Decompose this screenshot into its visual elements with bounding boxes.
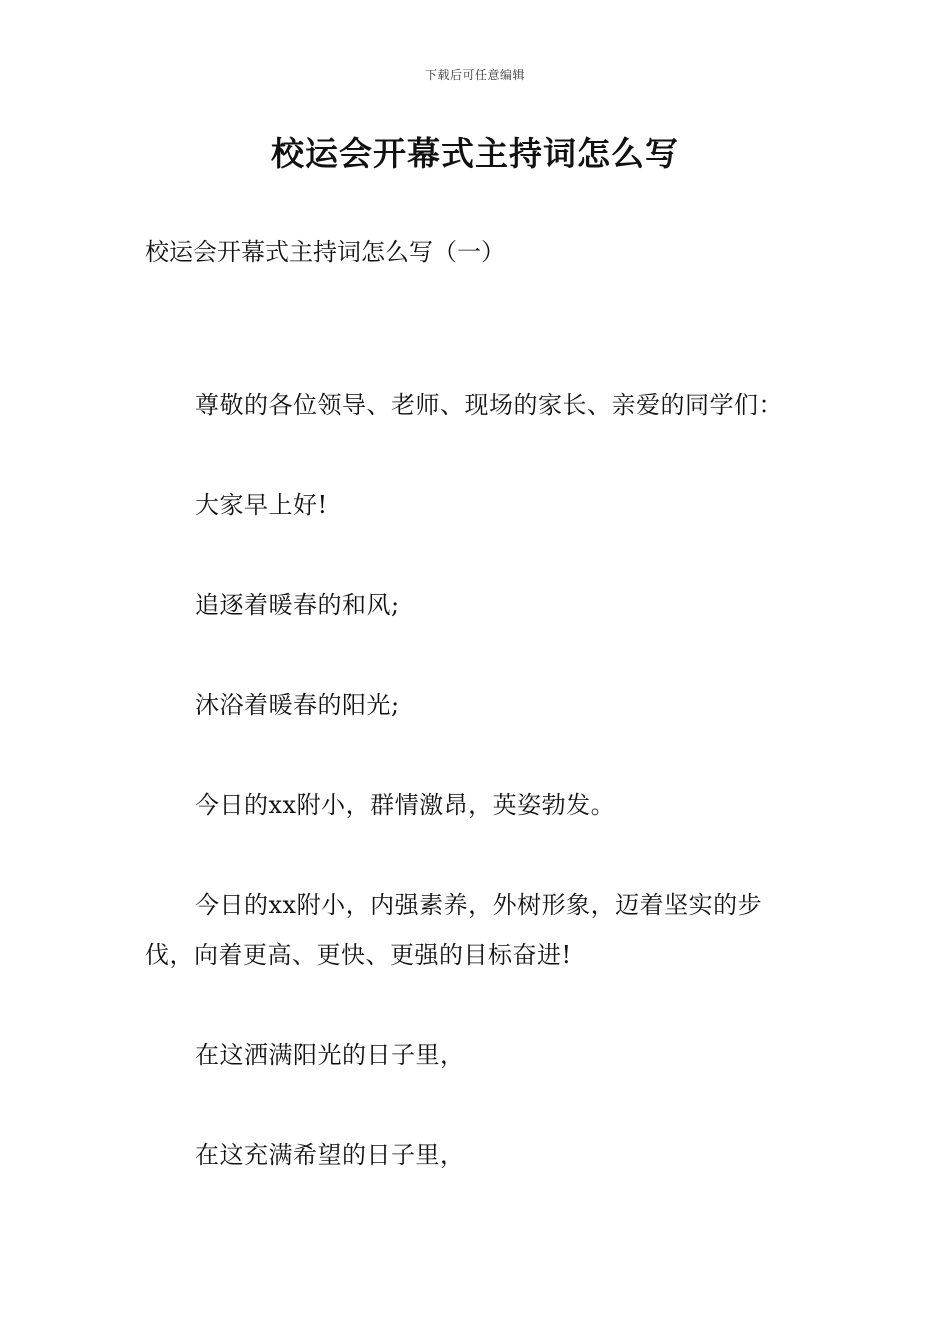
document-title: 校运会开幕式主持词怎么写 [271, 134, 679, 173]
paragraph: 今日的xx附小，内强素养，外树形象，迈着坚实的步伐，向着更高、更快、更强的目标奋进! [145, 891, 763, 969]
section-heading: 校运会开幕式主持词怎么写（一） [145, 238, 505, 266]
paragraph: 在这充满希望的日子里， [195, 1141, 465, 1169]
paragraph: 尊敬的各位领导、老师、现场的家长、亲爱的同学们： [195, 391, 783, 419]
document-body [145, 380, 810, 1230]
paragraph: 今日的xx附小，群情激昂，英姿勃发。 [195, 791, 616, 819]
paragraph: 追逐着暖春的和风; [195, 591, 400, 619]
paragraph: 在这洒满阳光的日子里， [195, 1041, 465, 1069]
paragraph: 大家早上好! [195, 491, 328, 519]
paragraph: 沐浴着暖春的阳光; [195, 691, 400, 719]
header-note: 下载后可任意编辑 [424, 68, 525, 82]
